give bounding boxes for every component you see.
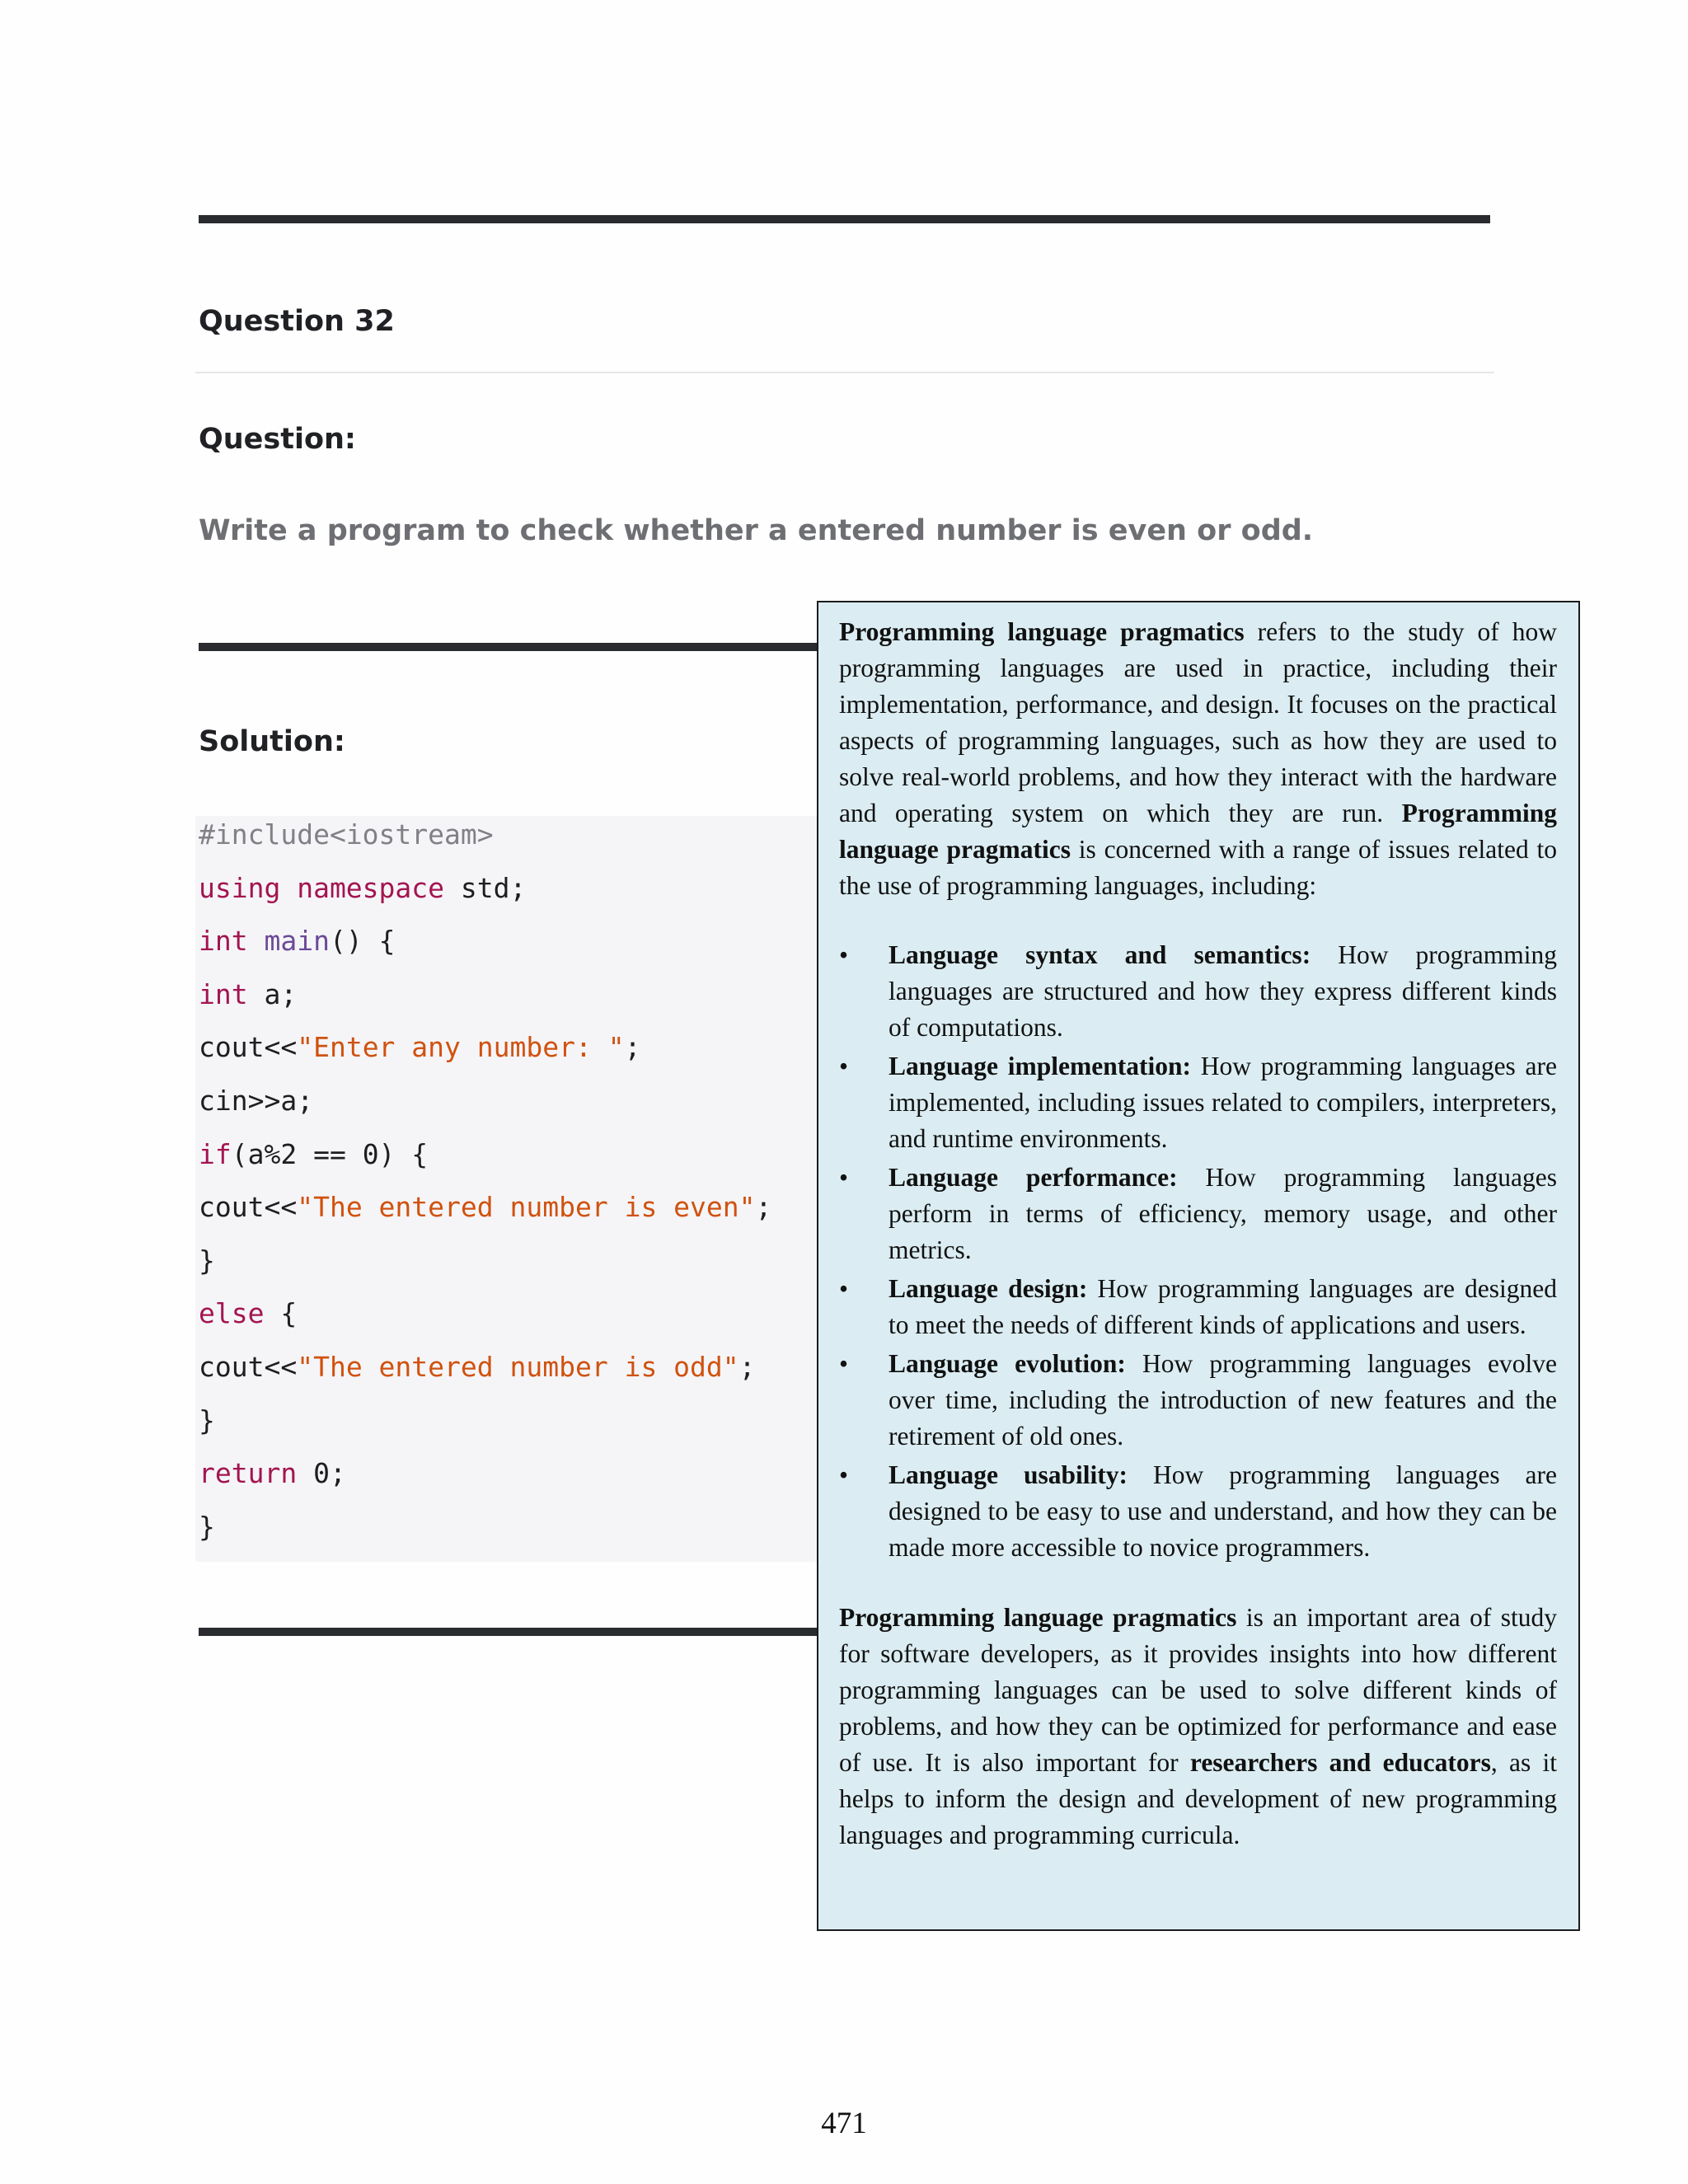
- code-line: [199, 1244, 215, 1277]
- code-token: cin>>a;: [199, 1085, 314, 1117]
- bold-text: Programming language pragmatics: [839, 799, 1557, 864]
- bullet-text: How programming languages are implemented, including issues related to compilers, interpreters, and runtime environments.: [889, 1052, 1557, 1153]
- code-line: [199, 1404, 215, 1437]
- bullet-icon: •: [839, 1460, 849, 1489]
- code-line: [199, 1351, 756, 1384]
- code-token: (a%2 == 0) {: [231, 1137, 429, 1170]
- code-line: [199, 1297, 297, 1330]
- code-token: }: [199, 1510, 215, 1543]
- code-line: [199, 818, 494, 851]
- bullet-term: Language performance:: [889, 1163, 1178, 1192]
- bullet-icon: •: [839, 1274, 849, 1303]
- code-line: [199, 925, 395, 958]
- solution-bottom-divider: [199, 1628, 825, 1636]
- sidebar-bullet-item: [839, 1457, 1557, 1566]
- page-number: 471: [821, 2107, 867, 2140]
- bullet-icon: •: [839, 1052, 849, 1080]
- bullet-term: Language implementation:: [889, 1052, 1191, 1080]
- code-token: }: [199, 1244, 215, 1277]
- code-token: a;: [247, 977, 298, 1010]
- code-token: if: [199, 1137, 232, 1170]
- code-line: [199, 1085, 313, 1118]
- sidebar-bullet-item: [839, 1271, 1557, 1343]
- code-token: 0;: [297, 1457, 346, 1490]
- code-line: [199, 1138, 428, 1171]
- solution-heading: Solution:: [199, 725, 345, 758]
- bullet-text: How programming languages perform in terms of efficiency, memory usage, and other metrics.: [889, 1163, 1557, 1264]
- code-token: ;: [624, 1031, 641, 1064]
- top-divider: [199, 215, 1490, 223]
- bold-text: researchers and educators: [1189, 1748, 1491, 1777]
- bullet-term: Language syntax and semantics:: [889, 940, 1311, 969]
- sidebar-intro-paragraph: [839, 614, 1557, 904]
- sidebar-bullet-item: [839, 1160, 1557, 1268]
- code-line: [199, 978, 297, 1011]
- bold-text: Programming language pragmatics: [839, 1603, 1237, 1632]
- code-token: {: [264, 1297, 298, 1330]
- body-text: is concerned with a range of issues related to the use of programming languages, including:: [839, 835, 1557, 900]
- code-token: #include<iostream>: [199, 818, 494, 851]
- code-line: [199, 1031, 640, 1064]
- bullet-text: How programming languages are designed to meet the needs of different kinds of applications and users.: [889, 1274, 1557, 1339]
- code-token: "The entered number is even": [297, 1191, 756, 1224]
- pragmatics-sidebar: [817, 601, 1580, 1931]
- bullet-term: Language usability:: [889, 1460, 1128, 1489]
- bullet-term: Language design:: [889, 1274, 1088, 1303]
- bullet-text: How programming languages evolve over time, including the introduction of new features and the retirement of old ones.: [889, 1349, 1557, 1451]
- sidebar-bullet-list: [839, 937, 1557, 1566]
- body-text: is an important area of study for software developers, as it provides insights into how different programming languages can be used to solve different kinds of problems, and how they can be optimized for performance and ease of use. It is also important for: [839, 1603, 1557, 1777]
- code-token: main: [264, 925, 330, 958]
- bullet-text: How programming languages are designed to be easy to use and understand, and how they can be made more accessible to novice programmers.: [889, 1460, 1557, 1562]
- code-token: ;: [738, 1351, 756, 1383]
- question-text: Write a program to check whether a entered number is even or odd.: [199, 514, 1314, 547]
- code-line: [199, 872, 526, 905]
- code-token: using namespace: [199, 871, 445, 904]
- code-token: [248, 925, 265, 957]
- sidebar-bullet-item: [839, 937, 1557, 1046]
- code-token: cout<<: [199, 1191, 298, 1224]
- bullet-icon: •: [839, 940, 849, 969]
- sidebar-bullet-item: [839, 1346, 1557, 1455]
- bullet-icon: •: [839, 1163, 849, 1192]
- body-text: refers to the study of how programming languages are used in practice, including their implementation, performance, and design. It focuses on the practical aspects of programming languages, such as how they are used to solve real-world problems, and how they interact with the hardware and operating system on which they are run.: [839, 617, 1557, 827]
- bullet-text: How programming languages are structured and how they express different kinds of computations.: [889, 940, 1557, 1042]
- code-token: else: [199, 1297, 265, 1330]
- code-token: cout<<: [199, 1031, 298, 1064]
- question-underline: [195, 372, 1494, 373]
- bold-text: Programming language pragmatics: [839, 617, 1245, 646]
- code-token: "The entered number is odd": [297, 1351, 739, 1383]
- code-line: [199, 1457, 346, 1490]
- code-token: cout<<: [199, 1351, 298, 1383]
- question-number-heading: Question 32: [199, 305, 395, 338]
- solution-top-divider: [199, 643, 825, 651]
- question-heading: Question:: [199, 423, 356, 456]
- code-token: "Enter any number: ": [297, 1031, 625, 1064]
- code-token: std;: [444, 871, 527, 904]
- body-text: , as it helps to inform the design and development of new programming languages and programming curricula.: [839, 1748, 1557, 1849]
- code-line: [199, 1511, 215, 1544]
- sidebar-outro-paragraph: [839, 1600, 1557, 1854]
- code-token: int: [199, 925, 248, 958]
- bullet-icon: •: [839, 1349, 849, 1378]
- bullet-term: Language evolution:: [889, 1349, 1126, 1378]
- code-token: int: [199, 977, 248, 1010]
- code-token: () {: [329, 925, 396, 958]
- code-token: }: [199, 1404, 215, 1436]
- sidebar-bullet-item: [839, 1048, 1557, 1157]
- code-token: ;: [755, 1191, 772, 1224]
- code-line: [199, 1191, 771, 1224]
- code-token: return: [199, 1457, 298, 1490]
